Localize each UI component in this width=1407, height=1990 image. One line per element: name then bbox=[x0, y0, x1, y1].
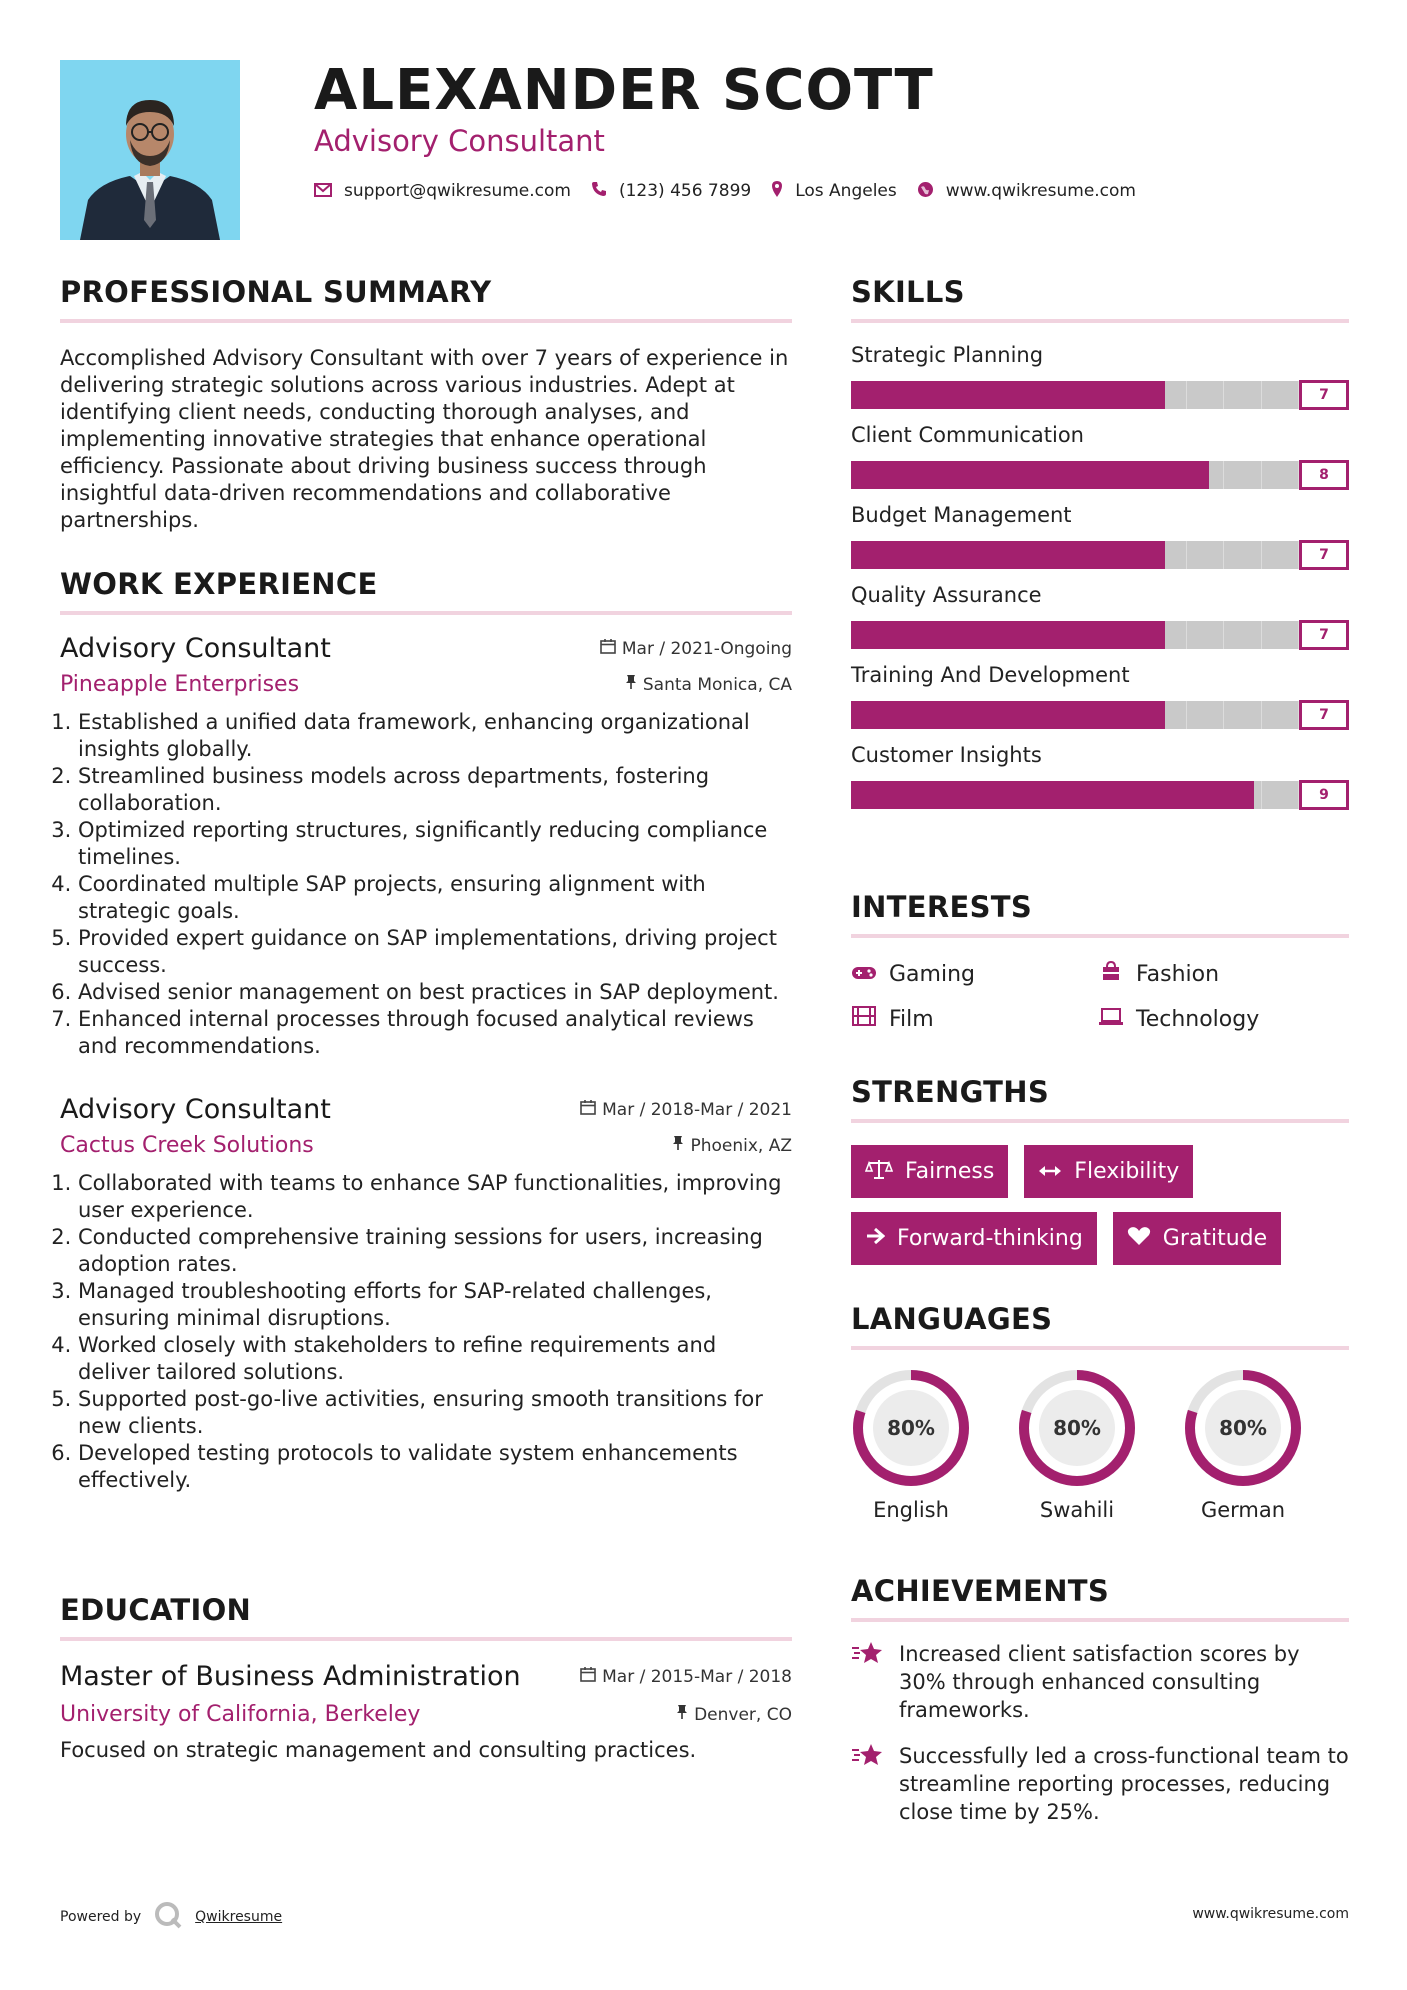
strengths-list bbox=[851, 1145, 1349, 1265]
section-title-languages: LANGUAGES bbox=[851, 1302, 1053, 1336]
footer-powered-by: Powered by Qwikresume bbox=[60, 1900, 282, 1934]
skill-item bbox=[851, 583, 1349, 649]
skill-bar-track bbox=[851, 621, 1299, 649]
language-progress-ring bbox=[1183, 1368, 1303, 1488]
section-divider bbox=[851, 934, 1349, 938]
balance-scale-icon bbox=[865, 1158, 893, 1186]
skill-name: Client Communication bbox=[851, 423, 1084, 447]
map-marker-icon bbox=[771, 180, 783, 202]
languages-section bbox=[851, 1302, 1349, 1522]
skill-name: Customer Insights bbox=[851, 743, 1042, 767]
language-progress-ring bbox=[1017, 1368, 1137, 1488]
skill-bar-fill bbox=[851, 781, 1254, 809]
skill-bar-track bbox=[851, 381, 1299, 409]
skill-item bbox=[851, 343, 1349, 409]
strengths-section bbox=[851, 1075, 1349, 1265]
skill-name: Strategic Planning bbox=[851, 343, 1044, 367]
interest-item: Gaming bbox=[851, 960, 1098, 988]
strength-chip: Fairness bbox=[851, 1145, 1008, 1198]
list-item: 3. Optimized reporting structures, significantly reducing compliance timelines. bbox=[78, 817, 792, 871]
contact-phone[interactable] bbox=[591, 181, 751, 201]
interest-item: Film bbox=[851, 1006, 1098, 1032]
strength-chip: Forward-thinking bbox=[851, 1212, 1097, 1265]
list-item: 2. Conducted comprehensive training sessions for users, increasing adoption rates. bbox=[78, 1224, 792, 1278]
section-divider bbox=[60, 319, 792, 323]
language-name: German bbox=[1200, 1498, 1286, 1522]
candidate-role: Advisory Consultant bbox=[314, 124, 605, 158]
skill-item bbox=[851, 503, 1349, 569]
job-location: Santa Monica, CA bbox=[625, 674, 792, 695]
education-dates: Mar / 2015-Mar / 2018 bbox=[580, 1666, 792, 1687]
achievements-section bbox=[851, 1574, 1349, 1826]
language-item bbox=[1017, 1368, 1137, 1522]
school-name: University of California, Berkeley bbox=[60, 1702, 421, 1727]
list-item: 7. Enhanced internal processes through focused analytical reviews and recommendations. bbox=[78, 1006, 792, 1060]
section-title-achievements: ACHIEVEMENTS bbox=[851, 1574, 1110, 1608]
job-title: Advisory Consultant bbox=[60, 1094, 331, 1125]
list-item: 5. Provided expert guidance on SAP implementations, driving project success. bbox=[78, 925, 792, 979]
list-item: 5. Supported post-go-live activities, ensuring smooth transitions for new clients. bbox=[78, 1386, 792, 1440]
interests-section bbox=[851, 890, 1349, 1032]
location-text: Los Angeles bbox=[795, 181, 897, 201]
pin-icon bbox=[676, 1704, 688, 1725]
calendar-icon bbox=[600, 638, 616, 659]
language-percent: 80% bbox=[1219, 1416, 1267, 1440]
section-divider bbox=[851, 1346, 1349, 1350]
globe-icon bbox=[917, 181, 934, 202]
skill-score: 7 bbox=[1299, 540, 1349, 570]
skill-name: Quality Assurance bbox=[851, 583, 1042, 607]
job-bullets bbox=[60, 1170, 792, 1494]
skill-item bbox=[851, 663, 1349, 729]
section-divider bbox=[60, 1637, 792, 1641]
list-item: 4. Coordinated multiple SAP projects, ensuring alignment with strategic goals. bbox=[78, 871, 792, 925]
skill-bar bbox=[851, 461, 1349, 489]
contact-website[interactable] bbox=[917, 181, 1136, 202]
footer-url[interactable]: www.qwikresume.com bbox=[1192, 1906, 1349, 1922]
skill-bar-track bbox=[851, 541, 1299, 569]
strength-chip: Gratitude bbox=[1113, 1212, 1281, 1265]
section-title-skills: SKILLS bbox=[851, 275, 965, 309]
skill-bar-fill bbox=[851, 701, 1165, 729]
strength-chip: Flexibility bbox=[1024, 1145, 1193, 1198]
company-name: Pineapple Enterprises bbox=[60, 672, 300, 697]
skill-bar-fill bbox=[851, 461, 1209, 489]
job-bullets bbox=[60, 709, 792, 1060]
shopping-bag-icon bbox=[1098, 960, 1124, 988]
language-percent: 80% bbox=[1053, 1416, 1101, 1440]
pin-icon bbox=[672, 1135, 684, 1156]
gamepad-icon bbox=[851, 962, 877, 987]
section-title-education: EDUCATION bbox=[60, 1593, 252, 1627]
phone-text: (123) 456 7899 bbox=[618, 181, 752, 201]
job-dates: Mar / 2018-Mar / 2021 bbox=[580, 1099, 792, 1120]
job-entry bbox=[60, 633, 792, 1060]
brand-link[interactable]: Qwikresume bbox=[195, 1909, 283, 1925]
skill-name: Budget Management bbox=[851, 503, 1072, 527]
job-dates: Mar / 2021-Ongoing bbox=[600, 638, 792, 659]
skill-bar-track bbox=[851, 781, 1299, 809]
skills-list bbox=[851, 343, 1349, 809]
section-title-strengths: STRENGTHS bbox=[851, 1075, 1050, 1109]
skill-score: 7 bbox=[1299, 620, 1349, 650]
skill-item bbox=[851, 423, 1349, 489]
job-title: Advisory Consultant bbox=[60, 633, 331, 664]
skill-bar-track bbox=[851, 461, 1299, 489]
language-name: Swahili bbox=[1039, 1498, 1115, 1522]
star-icon bbox=[851, 1742, 885, 1826]
list-item: 3. Managed troubleshooting efforts for SAP-related challenges, ensuring minimal disruptions. bbox=[78, 1278, 792, 1332]
interest-item: Fashion bbox=[1098, 960, 1348, 988]
job-entry bbox=[60, 1094, 792, 1494]
interests-list bbox=[851, 960, 1349, 1032]
contact-email[interactable] bbox=[314, 181, 571, 201]
skill-bar bbox=[851, 381, 1349, 409]
contact-location bbox=[771, 180, 897, 202]
achievement-item: Successfully led a cross-functional team to streamline reporting processes, reducing close time by 25%. bbox=[851, 1742, 1349, 1826]
skill-bar-track bbox=[851, 701, 1299, 729]
skill-score: 7 bbox=[1299, 700, 1349, 730]
heart-icon bbox=[1127, 1226, 1151, 1252]
calendar-icon bbox=[580, 1666, 596, 1687]
profile-photo bbox=[60, 60, 240, 240]
arrow-right-icon bbox=[865, 1226, 885, 1251]
skill-score: 9 bbox=[1299, 780, 1349, 810]
skills-section bbox=[851, 275, 1349, 809]
language-item bbox=[851, 1368, 971, 1522]
skill-bar bbox=[851, 541, 1349, 569]
section-title-experience: WORK EXPERIENCE bbox=[60, 567, 378, 601]
list-item: 6. Developed testing protocols to validate system enhancements effectively. bbox=[78, 1440, 792, 1494]
section-divider bbox=[60, 611, 792, 615]
list-item: 1. Collaborated with teams to enhance SAP functionalities, improving user experience. bbox=[78, 1170, 792, 1224]
experience-section bbox=[60, 567, 792, 1494]
star-icon bbox=[851, 1640, 885, 1724]
languages-list bbox=[851, 1368, 1349, 1522]
laptop-icon bbox=[1098, 1007, 1124, 1032]
contact-bar bbox=[314, 180, 1144, 202]
section-title-summary: PROFESSIONAL SUMMARY bbox=[60, 275, 492, 309]
list-item: 6. Advised senior management on best practices in SAP deployment. bbox=[78, 979, 792, 1006]
skill-score: 8 bbox=[1299, 460, 1349, 490]
interest-item: Technology bbox=[1098, 1006, 1348, 1032]
list-item: 2. Streamlined business models across departments, fostering collaboration. bbox=[78, 763, 792, 817]
qwikresume-logo-icon bbox=[153, 1900, 183, 1934]
summary-text: Accomplished Advisory Consultant with over 7 years of experience in delivering strategic solutions across various industries. Adept at identifying client needs, conducting thorough analyses, and implementing innovative strategies that enhance operational efficiency. Passionate about driving business success through insightful data-driven recommendations and collaborative partnerships. bbox=[60, 346, 789, 532]
calendar-icon bbox=[580, 1099, 596, 1120]
company-name: Cactus Creek Solutions bbox=[60, 1133, 314, 1158]
skill-bar-fill bbox=[851, 621, 1165, 649]
skill-bar bbox=[851, 701, 1349, 729]
section-title-interests: INTERESTS bbox=[851, 890, 1033, 924]
education-location: Denver, CO bbox=[676, 1704, 792, 1725]
list-item: 4. Worked closely with stakeholders to refine requirements and deliver tailored solutions. bbox=[78, 1332, 792, 1386]
envelope-icon bbox=[314, 182, 332, 201]
language-percent: 80% bbox=[887, 1416, 935, 1440]
education-section bbox=[60, 1593, 792, 1764]
section-divider bbox=[851, 1618, 1349, 1622]
skill-name: Training And Development bbox=[851, 663, 1130, 687]
email-text: support@qwikresume.com bbox=[344, 181, 571, 201]
skill-score: 7 bbox=[1299, 380, 1349, 410]
film-icon bbox=[851, 1006, 877, 1032]
achievement-item: Increased client satisfaction scores by 30% through enhanced consulting frameworks. bbox=[851, 1640, 1349, 1724]
skill-item bbox=[851, 743, 1349, 809]
list-item: 1. Established a unified data framework, enhancing organizational insights globally. bbox=[78, 709, 792, 763]
job-location: Phoenix, AZ bbox=[672, 1135, 792, 1156]
skill-bar bbox=[851, 621, 1349, 649]
section-divider bbox=[851, 1119, 1349, 1123]
website-text: www.qwikresume.com bbox=[945, 181, 1136, 201]
phone-icon bbox=[591, 181, 607, 201]
skill-bar-fill bbox=[851, 381, 1165, 409]
candidate-name: ALEXANDER SCOTT bbox=[314, 58, 934, 123]
section-divider bbox=[851, 319, 1349, 323]
skill-bar bbox=[851, 781, 1349, 809]
language-progress-ring bbox=[851, 1368, 971, 1488]
arrows-horizontal-icon bbox=[1038, 1159, 1062, 1184]
skill-bar-fill bbox=[851, 541, 1165, 569]
summary-section bbox=[60, 275, 792, 534]
education-description: Focused on strategic management and consulting practices. bbox=[60, 1738, 697, 1762]
language-item bbox=[1183, 1368, 1303, 1522]
language-name: English bbox=[873, 1498, 949, 1522]
pin-icon bbox=[625, 674, 637, 695]
degree-title: Master of Business Administration bbox=[60, 1661, 521, 1692]
